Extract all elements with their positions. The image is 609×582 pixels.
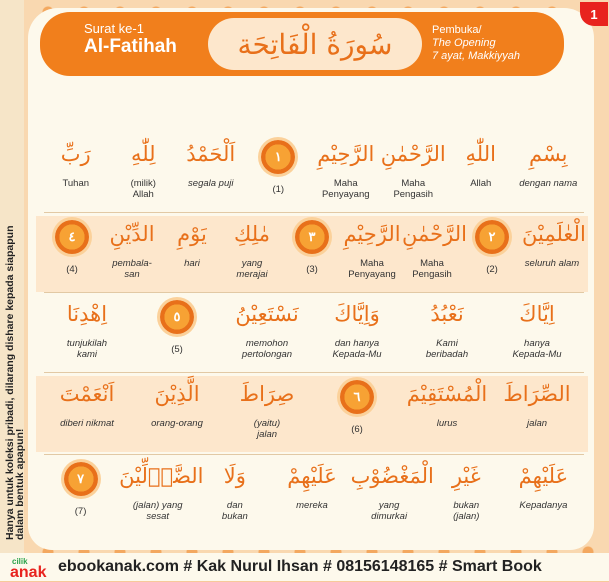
- word-cell: [196, 462, 273, 522]
- verse-row: [36, 216, 588, 292]
- word-translation: lurus: [436, 418, 458, 429]
- word-cell: [492, 300, 582, 360]
- arabic-word: وَلَا: [223, 464, 246, 488]
- arabic-word: الْمَغْضُوْبِ: [350, 464, 434, 488]
- logo-small-text: cilik: [12, 557, 28, 566]
- arabic-word: مٰلِكِ: [234, 222, 270, 246]
- word-cell: [342, 220, 402, 280]
- ayah-number-medal: ٤: [55, 220, 89, 254]
- row-divider: [44, 292, 584, 293]
- word-translation: hari: [184, 258, 200, 269]
- arabic-word: عَلَيْهِمْ: [518, 464, 569, 488]
- word-cell: [402, 380, 492, 429]
- word-translation: Maha Pengasih: [393, 178, 434, 200]
- ayat-info: 7 ayat, Makkiyyah: [432, 50, 521, 62]
- word-translation: (4): [66, 264, 78, 275]
- word-translation: jalan: [526, 418, 548, 429]
- meaning-en: The Opening: [432, 37, 496, 49]
- ayah-number-medal: ٦: [340, 380, 374, 414]
- word-translation: segala puji: [188, 178, 234, 189]
- word-translation: (yaitu) jalan: [253, 418, 281, 440]
- ayah-marker-cell: [42, 220, 102, 275]
- arabic-word: الصِّرَاطَ: [503, 382, 571, 406]
- arabic-word: الْعٰلَمِيْنَ: [522, 222, 586, 246]
- word-cell: [515, 140, 583, 189]
- word-cell: [102, 220, 162, 280]
- word-translation: Maha Penyayang: [321, 178, 370, 200]
- word-cell: [402, 300, 492, 360]
- word-cell: [380, 140, 448, 200]
- word-cell: [222, 380, 312, 440]
- arabic-word: اَلْحَمْدُ: [186, 142, 236, 166]
- ayah-marker-cell: [42, 462, 119, 517]
- word-cell: [162, 220, 222, 269]
- word-cell: [42, 380, 132, 429]
- arabic-word: وَاِيَّاكَ: [334, 302, 380, 326]
- word-cell: [505, 462, 582, 511]
- word-cell: [522, 220, 586, 269]
- word-translation: seluruh alam: [524, 258, 580, 269]
- ayah-marker-cell: [132, 300, 222, 355]
- word-cell: [447, 140, 515, 189]
- arabic-word: اَنْعَمْتَ: [59, 382, 115, 406]
- ayah-marker-cell: [245, 140, 313, 195]
- word-translation: (jalan) yang sesat: [132, 500, 183, 522]
- arabic-word: بِسْمِ: [528, 142, 568, 166]
- word-translation: Maha Pengasih: [412, 258, 452, 280]
- word-cell: [132, 380, 222, 429]
- verse-row: [36, 376, 588, 452]
- ayah-number-medal: ٥: [160, 300, 194, 334]
- word-translation: (6): [351, 424, 363, 435]
- ayah-number-medal: ٢: [475, 220, 509, 254]
- word-translation: orang-orang: [151, 418, 203, 429]
- word-translation: yang dimurkai: [371, 500, 408, 522]
- word-translation: Kami beribadah: [425, 338, 469, 360]
- word-translation: Maha Penyayang: [348, 258, 396, 280]
- word-translation: diberi nikmat: [60, 418, 114, 429]
- arabic-word: الرَّحِيْمِ: [317, 142, 375, 166]
- word-translation: (3): [306, 264, 318, 275]
- page-number-badge: 1: [580, 2, 608, 26]
- arabic-word: الدِّيْنِ: [109, 222, 155, 246]
- ayah-number-medal: ٣: [295, 220, 329, 254]
- surah-meaning: [432, 24, 562, 63]
- word-cell: [42, 140, 110, 189]
- surah-identity: [84, 22, 214, 58]
- word-cell: [402, 220, 467, 280]
- arabic-word: غَيْرِ: [451, 464, 481, 488]
- verse-row: [36, 458, 588, 534]
- word-translation: (5): [171, 344, 183, 355]
- word-cell: [312, 140, 380, 200]
- word-cell: [119, 462, 204, 522]
- row-divider: [44, 212, 584, 213]
- surah-header: [40, 12, 564, 76]
- ayah-number-medal: ١: [261, 140, 295, 174]
- ayah-number-medal: ٧: [64, 462, 98, 496]
- arabic-word: رَبِّ: [60, 142, 91, 166]
- word-cell: [222, 300, 312, 360]
- word-cell: [110, 140, 178, 200]
- surah-number: Surat ke-1: [84, 21, 144, 36]
- arabic-word: اللّٰهِ: [465, 142, 496, 166]
- arabic-word: صِرَاطَ: [239, 382, 295, 406]
- word-translation: Allah: [470, 178, 492, 189]
- row-divider: [44, 454, 584, 455]
- word-cell: [222, 220, 282, 280]
- word-translation: (2): [486, 264, 498, 275]
- word-translation: pembala- san: [112, 258, 152, 280]
- ayah-marker-cell: [282, 220, 342, 275]
- surah-name: Al-Fatihah: [84, 36, 177, 57]
- arabic-word: نَسْتَعِيْنُ: [235, 302, 299, 326]
- surah-arabic-title: سُورَةُ الْفَاتِحَة: [208, 18, 422, 70]
- word-cell: [492, 380, 582, 429]
- word-cell: [177, 140, 245, 189]
- word-translation: dan hanya Kepada-Mu: [332, 338, 382, 360]
- word-translation: bukan (jalan): [453, 500, 480, 522]
- word-translation: Tuhan: [62, 178, 90, 189]
- word-translation: dengan nama: [519, 178, 578, 189]
- arabic-word: الضَّاۤلِّيْنَ: [119, 464, 204, 488]
- word-translation: (1): [272, 184, 285, 195]
- word-translation: (7): [74, 506, 87, 517]
- ayah-marker-cell: [312, 380, 402, 435]
- word-translation: hanya Kepada-Mu: [512, 338, 562, 360]
- word-translation: dan bukan: [221, 500, 248, 522]
- publisher-logo: [10, 557, 54, 579]
- logo-big-text: anak: [10, 564, 47, 581]
- copyright-note-line-1: Hanya untuk koleksi pribadi, dilarang dishare kepada siapapun: [4, 225, 16, 540]
- meaning-id: Pembuka/: [432, 24, 482, 36]
- footer: [0, 553, 609, 581]
- word-translation: memohon pertolongan: [241, 338, 293, 360]
- arabic-word: الْمُسْتَقِيْمَ: [406, 382, 488, 406]
- word-cell: [273, 462, 350, 511]
- row-divider: [44, 372, 584, 373]
- arabic-word: الرَّحِيْمِ: [343, 222, 401, 246]
- arabic-word: الرَّحْمٰنِ: [402, 222, 467, 246]
- verse-row: [36, 136, 588, 212]
- word-translation: (milik) Allah: [130, 178, 156, 200]
- word-translation: Kepadanya: [519, 500, 568, 511]
- arabic-word: اِهْدِنَا: [66, 302, 108, 326]
- arabic-word: يَوْمِ: [177, 222, 207, 246]
- verse-row: [36, 296, 588, 372]
- arabic-word: عَلَيْهِمْ: [287, 464, 337, 488]
- arabic-word: الَّذِيْنَ: [154, 382, 200, 406]
- arabic-word: نَعْبُدُ: [430, 302, 464, 326]
- word-translation: tunjukilah kami: [66, 338, 108, 360]
- word-translation: mereka: [296, 500, 328, 511]
- word-cell: [428, 462, 505, 522]
- ayah-marker-cell: [462, 220, 522, 275]
- footer-text: ebookanak.com # Kak Nurul Ihsan # 08156148165 # Smart Book: [58, 558, 542, 575]
- arabic-word: لِلّٰهِ: [130, 142, 156, 166]
- word-cell: [312, 300, 402, 360]
- word-cell: [350, 462, 434, 522]
- word-cell: [42, 300, 132, 360]
- word-translation: yang merajai: [236, 258, 268, 280]
- arabic-word: اِيَّاكَ: [519, 302, 555, 326]
- arabic-word: الرَّحْمٰنِ: [380, 142, 446, 166]
